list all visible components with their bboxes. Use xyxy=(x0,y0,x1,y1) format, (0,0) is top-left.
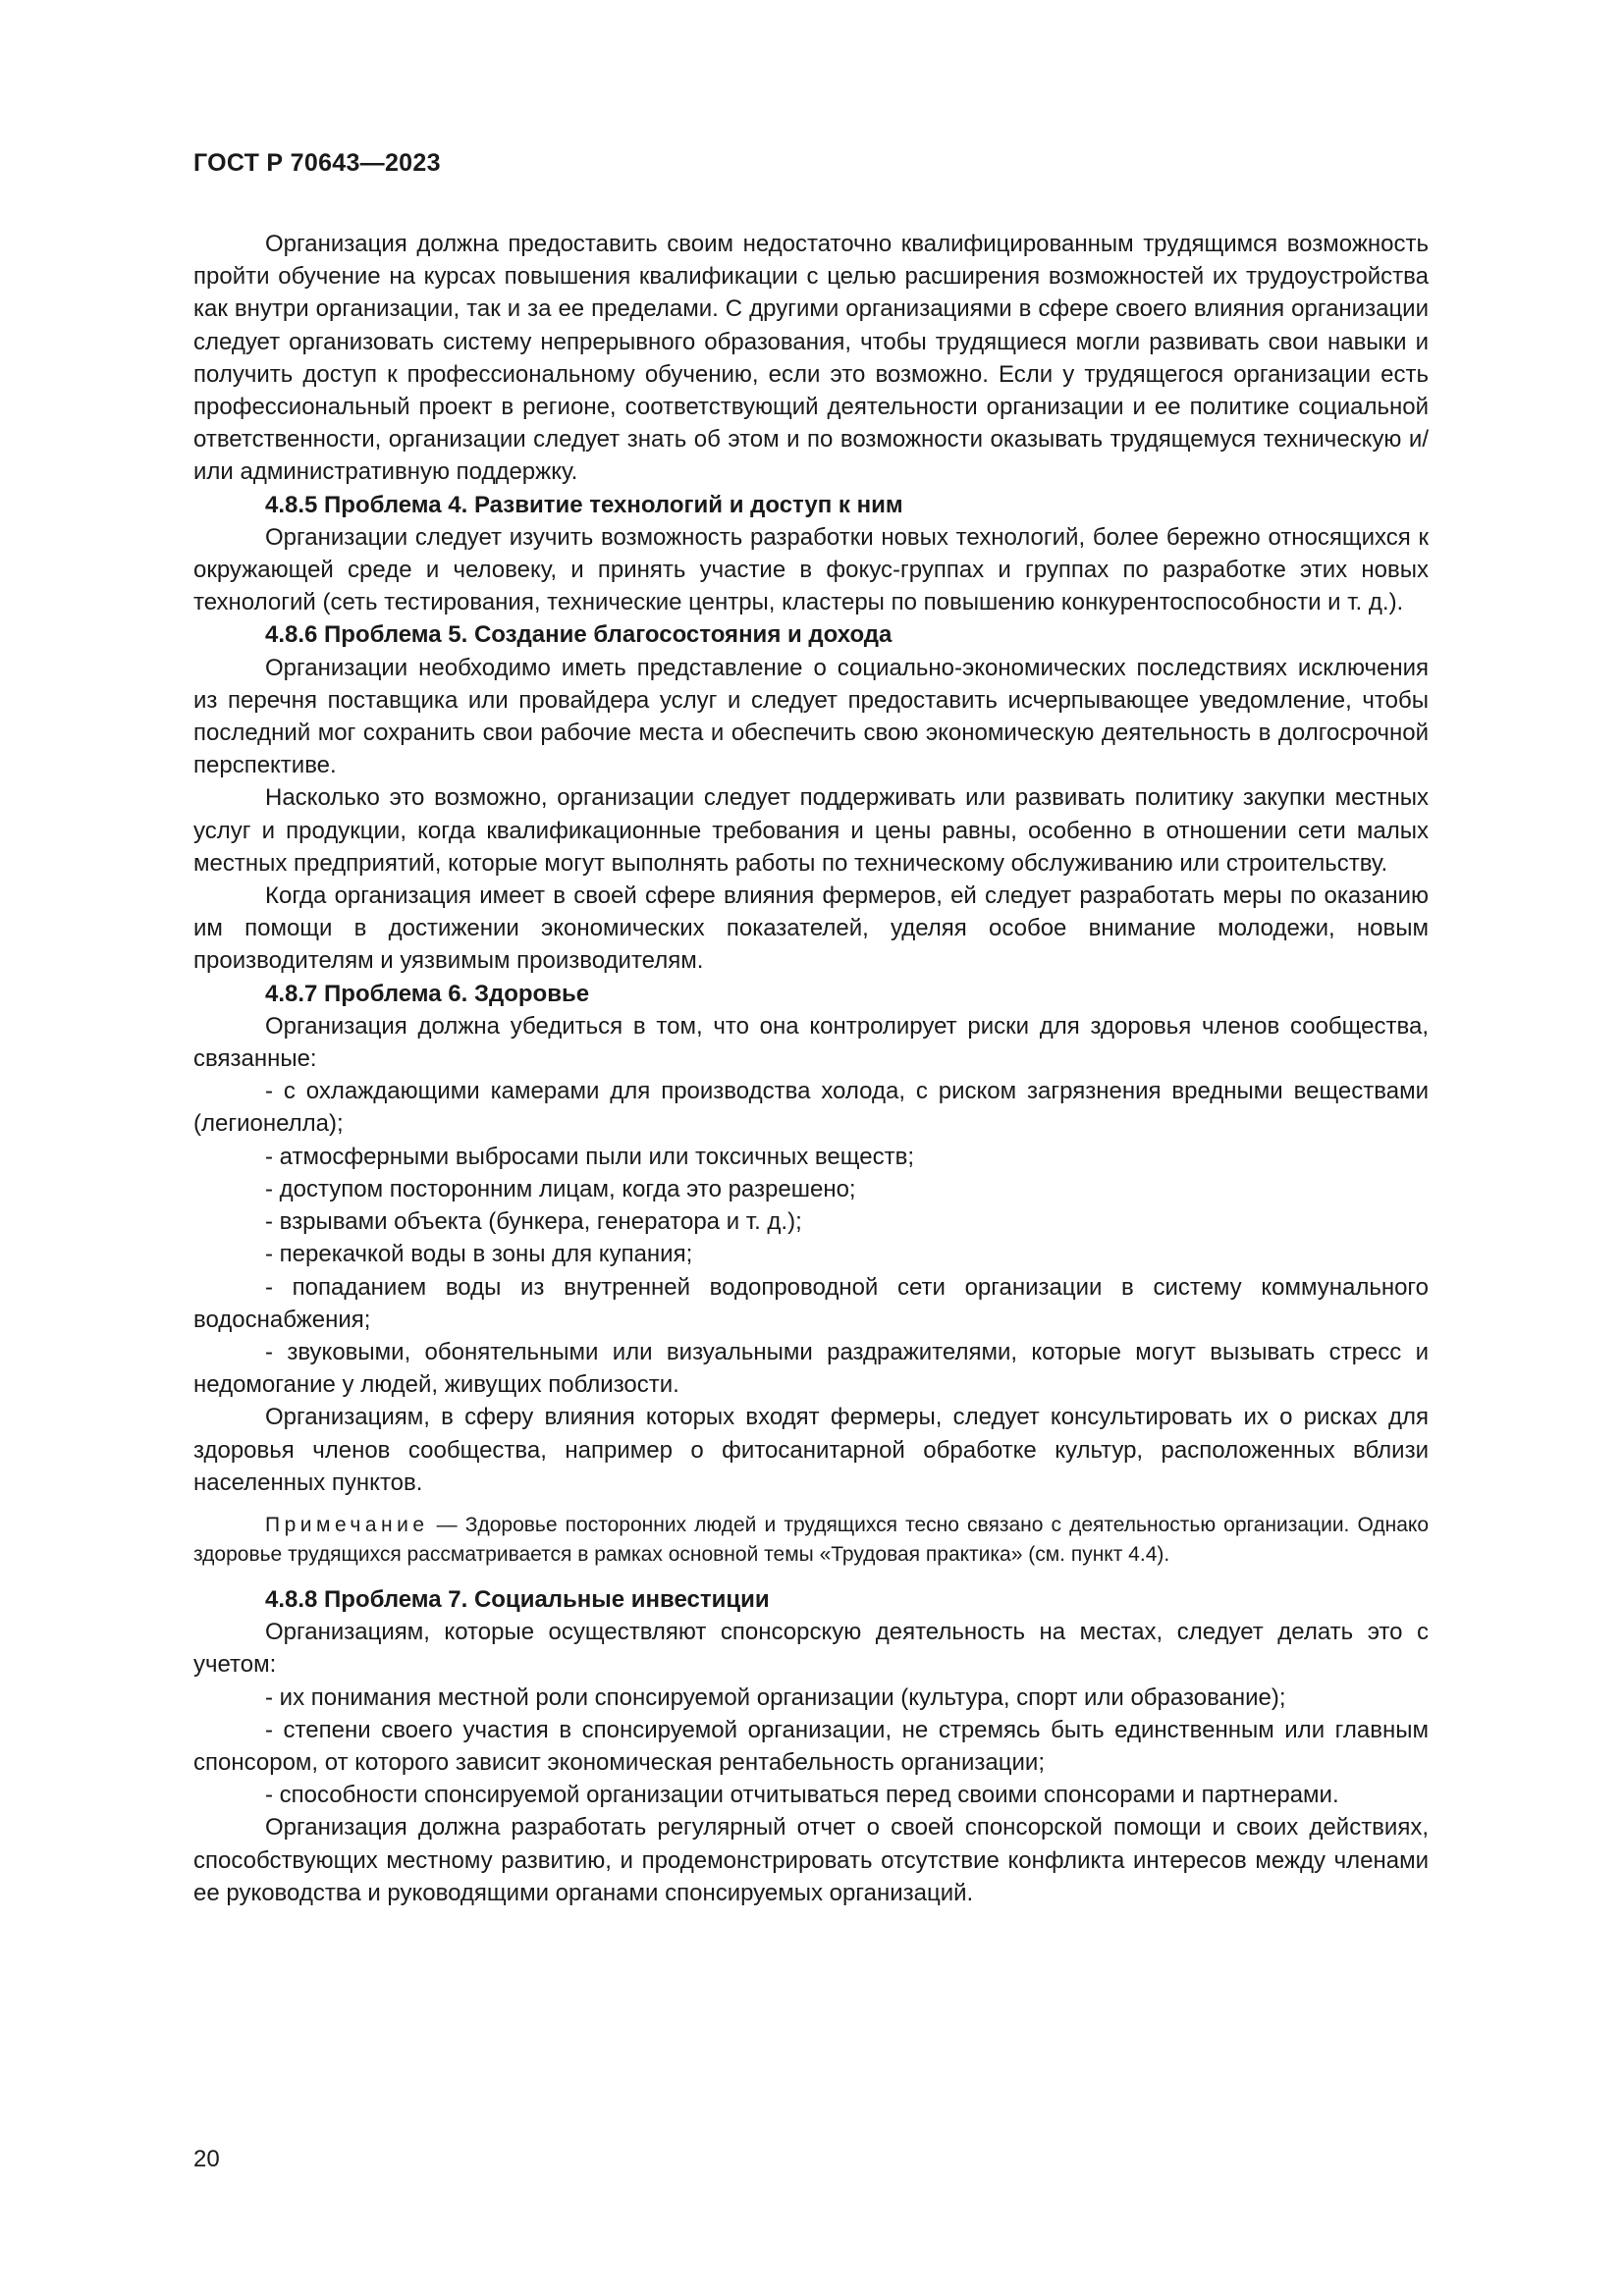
list-item: - звуковыми, обонятельными или визуальными раздражителями, которые могут вызывать стресс и недомогание у людей, живущих поблизости. xyxy=(193,1338,1429,1399)
list-item: - с охлаждающими камерами для производства холода, с риском загрязнения вредными веществами (легионелла); xyxy=(193,1078,1429,1138)
list-item: - способности спонсируемой организации отчитываться перед своими спонсорами и партнерами. xyxy=(265,1782,1339,1809)
page-number: 20 xyxy=(193,2146,220,2172)
standard-header: ГОСТ Р 70643—2023 xyxy=(193,149,441,177)
list-item: - перекачкой воды в зоны для купания; xyxy=(265,1241,693,1268)
list-item: - доступом посторонним лицам, когда это разрешено; xyxy=(265,1175,856,1202)
section-heading-4-8-6: 4.8.6 Проблема 5. Создание благосостояния и дохода xyxy=(265,621,893,649)
note-text: — Здоровье посторонних людей и трудящихся тесно связано с деятельностью организации. Однако здоровье трудящихся рассматривается в рамках основной темы «Трудовая практика» (см. пункт 4.4). xyxy=(193,1513,1429,1566)
list-item: - попаданием воды из внутренней водопроводной сети организации в систему коммунального водоснабжения; xyxy=(193,1273,1429,1333)
note-label: Примечание xyxy=(265,1513,429,1536)
section-heading-4-8-8: 4.8.8 Проблема 7. Социальные инвестиции xyxy=(265,1585,770,1613)
list-item: - их понимания местной роли спонсируемой организации (культура, спорт или образование); xyxy=(265,1683,1286,1711)
note xyxy=(193,1511,1429,1570)
paragraph-farmers: Когда организация имеет в своей сфере влияния фермеров, ей следует разработать меры по оказанию им помощи в достижении экономических показателей, уделяя особое внимание молодежи, новым производителям и уязвимым производителям. xyxy=(193,882,1429,975)
document-body xyxy=(193,228,1429,1909)
paragraph-sponsorship: Организациям, которые осуществляют спонсорскую деятельность на местах, следует делать это с учетом: xyxy=(193,1619,1429,1679)
paragraph-local-procurement: Насколько это возможно, организации следует поддерживать или развивать политику закупки местных услуг и продукции, когда квалификационные требования и цены равны, особенно в отношении сети малых местных предприятий, которые могут выполнять работы по техническому обслуживанию или строительству. xyxy=(193,784,1429,877)
paragraph-supplier-exclusion: Организации необходимо иметь представление о социально-экономических последствиях исключения из перечня поставщика или провайдера услуг и следует предоставить исчерпывающее уведомление, чтобы последний мог сохранить свои рабочие места и обеспечить свою экономическую деятельность в долгосрочной перспективе. xyxy=(193,654,1429,779)
list-item: - взрывами объекта (бункера, генератора и т. д.); xyxy=(265,1208,802,1236)
paragraph-sponsorship-report: Организация должна разработать регулярный отчет о своей спонсорской помощи и своих действиях, способствующих местному развитию, и продемонстрировать отсутствие конфликта интересов между членами ее руководства и руководящими органами спонсируемых организаций. xyxy=(193,1814,1429,1906)
list-item: - атмосферными выбросами пыли или токсичных веществ; xyxy=(265,1143,914,1170)
list-item: - степени своего участия в спонсируемой организации, не стремясь быть единственным или главным спонсором, от которого зависит экономическая рентабельность организации; xyxy=(193,1716,1429,1776)
paragraph-training: Организация должна предоставить своим недостаточно квалифицированным трудящимся возможность пройти обучение на курсах повышения квалификации с целью расширения возможностей их трудоустройства как внутри организации, так и за ее пределами. С другими организациями в сфере своего влияния организации следует организовать систему непрерывного образования, чтобы трудящиеся могли развивать свои навыки и получить доступ к профессиональному обучению, если это возможно. Если у трудящегося организации есть профессиональный проект в регионе, соответствующий деятельности организации и ее политике социальной ответственности, организации следует знать об этом и по возможности оказывать трудящемуся техническую и/или административную поддержку. xyxy=(193,231,1429,486)
document-page xyxy=(193,0,1429,2296)
paragraph-farmers-consult: Организациям, в сферу влияния которых входят фермеры, следует консультировать их о рисках для здоровья членов сообщества, например о фитосанитарной обработке культур, расположенных вблизи населенных пунктов. xyxy=(193,1404,1429,1496)
paragraph-health-risks: Организация должна убедиться в том, что она контролирует риски для здоровья членов сообщества, связанные: xyxy=(193,1012,1429,1073)
section-heading-4-8-7: 4.8.7 Проблема 6. Здоровье xyxy=(265,980,590,1007)
section-heading-4-8-5: 4.8.5 Проблема 4. Развитие технологий и доступ к ним xyxy=(265,491,903,518)
paragraph-technologies: Организации следует изучить возможность разработки новых технологий, более бережно относящихся к окружающей среде и человеку, и принять участие в фокус-группах и группах по разработке этих новых технологий (сеть тестирования, технические центры, кластеры по повышению конкурентоспособности и т. д.). xyxy=(193,523,1429,616)
